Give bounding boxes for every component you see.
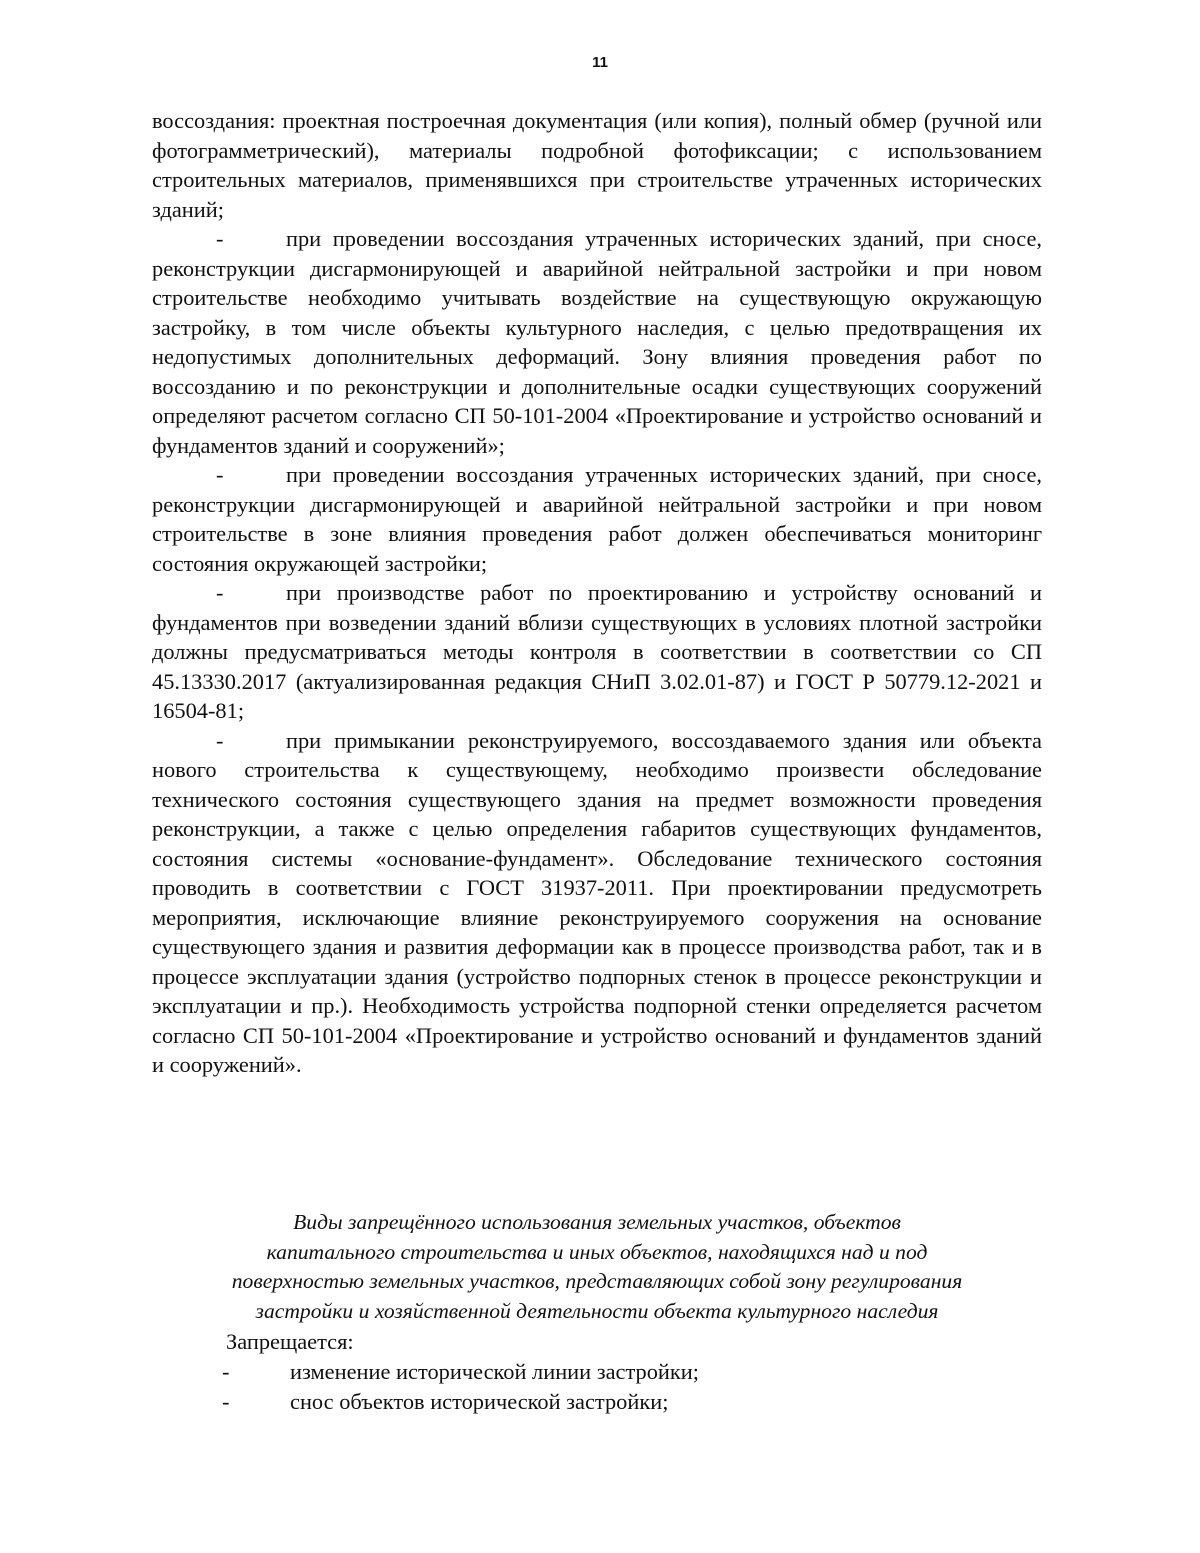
heading-line: застройки и хозяйственной деятельности объекта культурного наследия	[255, 1298, 939, 1323]
list-marker: -	[222, 1359, 230, 1384]
list-marker: -	[222, 1389, 230, 1414]
list-item	[152, 1357, 1042, 1387]
forbidden-list	[152, 1357, 1042, 1417]
bullet-paragraph	[152, 460, 1042, 578]
paragraph-text: при производстве работ по проектированию и устройству оснований и фундаментов при возведении зданий вблизи существующих в условиях плотной застройки должны предусматриваться методы контроля в соответствии в соответствии со СП 45.13330.2017 (актуализированная редакция СНиП 3.02.01-87) и ГОСТ Р 50779.12-2021 и 16504-81;	[152, 580, 1042, 723]
page-number: 11	[592, 54, 608, 71]
heading-line: Виды запрещённого использования земельных участков, объектов	[293, 1210, 901, 1234]
bullet-marker: -	[216, 462, 224, 487]
bullet-paragraph	[152, 224, 1042, 460]
heading-line: капитального строительства и иных объектов, находящихся над и под	[266, 1239, 928, 1264]
body-text	[152, 106, 1042, 1080]
paragraph-text: при примыкании реконструируемого, воссоздаваемого здания или объекта нового строительства к существующему, необходимо произвести обследование технического состояния существующего здания на предмет возможности проведения реконструкции, а также с целью определения габаритов существующих фундаментов, состояния системы «основание-фундамент». Обследование технического состояния проводить в соответствии с ГОСТ 31937-2011. При проектировании предусмотреть мероприятия, исключающие влияние реконструируемого сооружения на основание существующего здания и развития деформации как в процессе производства работ, так и в процессе эксплуатации здания (устройство подпорных стенок в процессе реконструкции и эксплуатации и пр.). Необходимость устройства подпорной стенки определяется расчетом согласно СП 50-101-2004 «Проектирование и устройство оснований и фундаментов зданий и сооружений».	[152, 727, 1042, 1077]
paragraph-continuation	[152, 106, 1042, 224]
list-item-text: изменение исторической линии застройки;	[290, 1359, 699, 1384]
paragraph-text: воссоздания: проектная построечная документация (или копия), полный обмер (ручной или фотограмметрический), материалы подробной фотофиксации; с использованием строительных материалов, применявшихся при строительстве утраченных исторических зданий;	[152, 108, 1042, 222]
section-heading	[152, 1208, 1042, 1326]
bullet-marker: -	[216, 226, 224, 251]
forbidden-label: Запрещается:	[226, 1329, 354, 1354]
paragraph-text: при проведении воссоздания утраченных исторических зданий, при сносе, реконструкции дисгармонирующей и аварийной нейтральной застройки и при новом строительстве необходимо учитывать воздействие на существующую окружающую застройку, в том числе объекты культурного наследия, с целью предотвращения их недопустимых дополнительных деформаций. Зону влияния проведения работ по воссозданию и по реконструкции и дополнительные осадки существующих сооружений определяют расчетом согласно СП 50-101-2004 «Проектирование и устройство оснований и фундаментов зданий и сооружений»;	[152, 226, 1042, 458]
bullet-marker: -	[216, 580, 224, 605]
bullet-paragraph	[152, 726, 1042, 1080]
list-item-text: снос объектов исторической застройки;	[290, 1389, 669, 1414]
heading-line: поверхностью земельных участков, представляющих собой зону регулирования	[231, 1269, 963, 1293]
list-item	[152, 1387, 1042, 1417]
bullet-marker: -	[216, 727, 224, 753]
bullet-paragraph	[152, 578, 1042, 726]
paragraph-text: при проведении воссоздания утраченных исторических зданий, при сносе, реконструкции дисгармонирующей и аварийной нейтральной застройки и при новом строительстве в зоне влияния проведения работ должен обеспечиваться мониторинг состояния окружающей застройки;	[152, 462, 1042, 576]
